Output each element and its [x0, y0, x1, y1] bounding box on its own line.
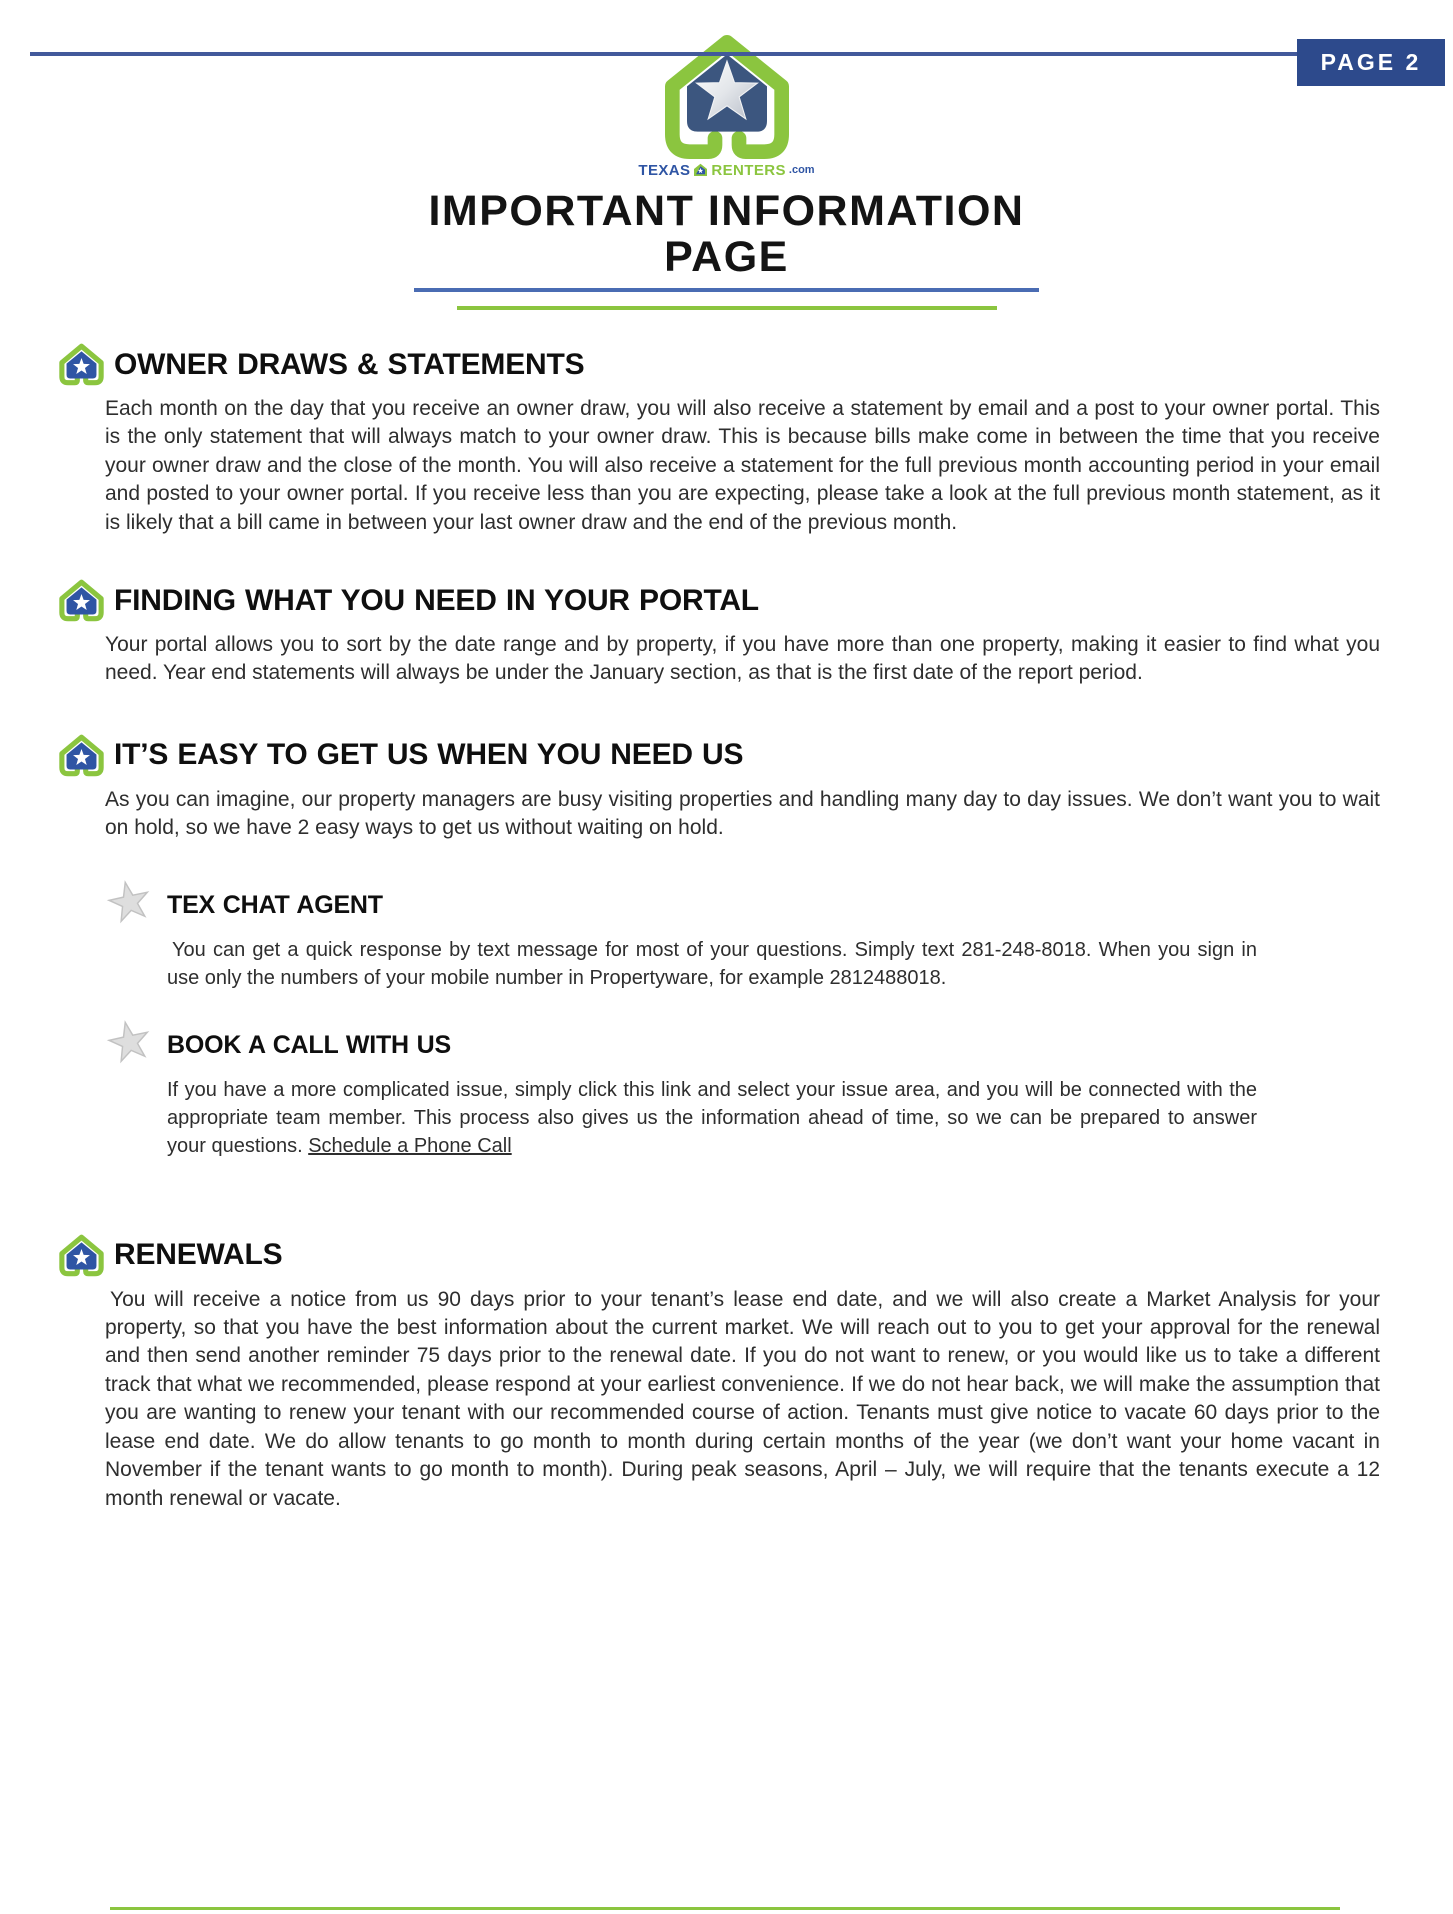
star-bullet-icon — [105, 1019, 154, 1066]
house-star-icon — [58, 1234, 105, 1277]
house-star-icon — [58, 343, 105, 386]
subsection-paragraph — [167, 1076, 1257, 1160]
house-star-icon — [58, 734, 105, 777]
section-owner-draws — [58, 343, 1380, 537]
wordmark-tld: .com — [788, 164, 815, 176]
subsection-tex-chat-agent — [105, 885, 1380, 992]
title-underline-green — [457, 306, 997, 310]
section-paragraph: As you can imagine, our property managers are busy visiting properties and handling many day to day issues. We don’t want you to wait on hold, so we have 2 easy ways to get us without waiting on hold. — [105, 787, 1380, 840]
subsection-heading-row — [105, 885, 1380, 926]
section-paragraph: You will receive a notice from us 90 days prior to your tenant’s lease end date, and we will also create a Market Analysis for your property, so that you have the best information about the current market. We will reach out to you to get your approval for the renewal and then send another reminder 75 days prior to the renewal date. If you do not want to renew, or you would like us to take a different track that what we recommended, please respond at your earliest convenience. If we do not hear back, we will make the assumption that you are wanting to renew your tenant with our recommended course of action. Tenants must give notice to vacate 60 days prior to the lease end date. We do allow tenants to go month to month during certain months of the year (we don’t want your home vacant in November if the tenant wants to go month to month). During peak seasons, April – July, we will require that the tenants execute a 12 month renewal or vacate. — [105, 1287, 1380, 1510]
subsection-heading: TEX CHAT AGENT — [167, 890, 383, 919]
wordmark-house-icon — [693, 163, 708, 178]
section-renewals — [58, 1234, 1380, 1513]
wordmark-renters: RENTERS — [711, 162, 786, 179]
section-easy-to-get-us — [58, 734, 1380, 1160]
star-bullet-icon — [105, 879, 154, 926]
section-heading: OWNER DRAWS & STATEMENTS — [114, 347, 585, 381]
section-heading-row — [58, 343, 1380, 386]
section-heading: RENEWALS — [114, 1238, 283, 1272]
subsection-book-a-call — [105, 1025, 1380, 1160]
section-heading-row — [58, 579, 1380, 622]
section-finding-portal — [58, 579, 1380, 688]
subsection-paragraph: You can get a quick response by text message for most of your questions. Simply text 281-248-8018. When you sign in use only the numbers of your mobile number in Propertyware, for example 2812488018. — [167, 938, 1257, 989]
title-underline-blue — [414, 288, 1039, 292]
header-rule — [30, 52, 1297, 56]
section-paragraph: Your portal allows you to sort by the date range and by property, if you have more than one property, making it easier to find what you need. Year end statements will always be under the January section, as that is the first date of the report period. — [105, 633, 1380, 685]
page-title-line2: PAGE — [664, 233, 789, 281]
page-number-badge: PAGE 2 — [1297, 39, 1445, 86]
wordmark-texas: TEXAS — [638, 162, 691, 179]
schedule-phone-call-link[interactable]: Schedule a Phone Call — [308, 1134, 512, 1157]
subsection-heading-row — [105, 1025, 1380, 1066]
page-title-line1: IMPORTANT INFORMATION — [428, 187, 1025, 235]
subsection-heading: BOOK A CALL WITH US — [167, 1030, 451, 1059]
section-heading: FINDING WHAT YOU NEED IN YOUR PORTAL — [114, 583, 759, 617]
subsection-paragraph-text: If you have a more complicated issue, simply click this link and select your issue area, and you will be connected with the appropriate team member. This process also gives us the information ahead of time, so we can be prepared to answer your questions. — [167, 1078, 1257, 1157]
document-body — [0, 343, 1453, 1513]
footer-rule — [110, 1907, 1340, 1910]
section-heading: IT’S EASY TO GET US WHEN YOU NEED US — [114, 738, 744, 772]
section-heading-row — [58, 1234, 1380, 1277]
page-title — [0, 188, 1453, 280]
logo-wordmark — [557, 163, 897, 178]
house-star-icon — [58, 579, 105, 622]
section-heading-row — [58, 734, 1380, 777]
section-paragraph: Each month on the day that you receive an owner draw, you will also receive a statement by email and a post to your owner portal. This is the only statement that will always match to your owner draw. This is because bills make come in between the time that you receive your owner draw and the close of the month. You will also receive a statement for the full previous month accounting period in your email and posted to your owner portal. If you receive less than you are expecting, please take a look at the full previous month statement, as it is likely that a bill came in between your last owner draw and the end of the previous month. — [105, 397, 1380, 534]
